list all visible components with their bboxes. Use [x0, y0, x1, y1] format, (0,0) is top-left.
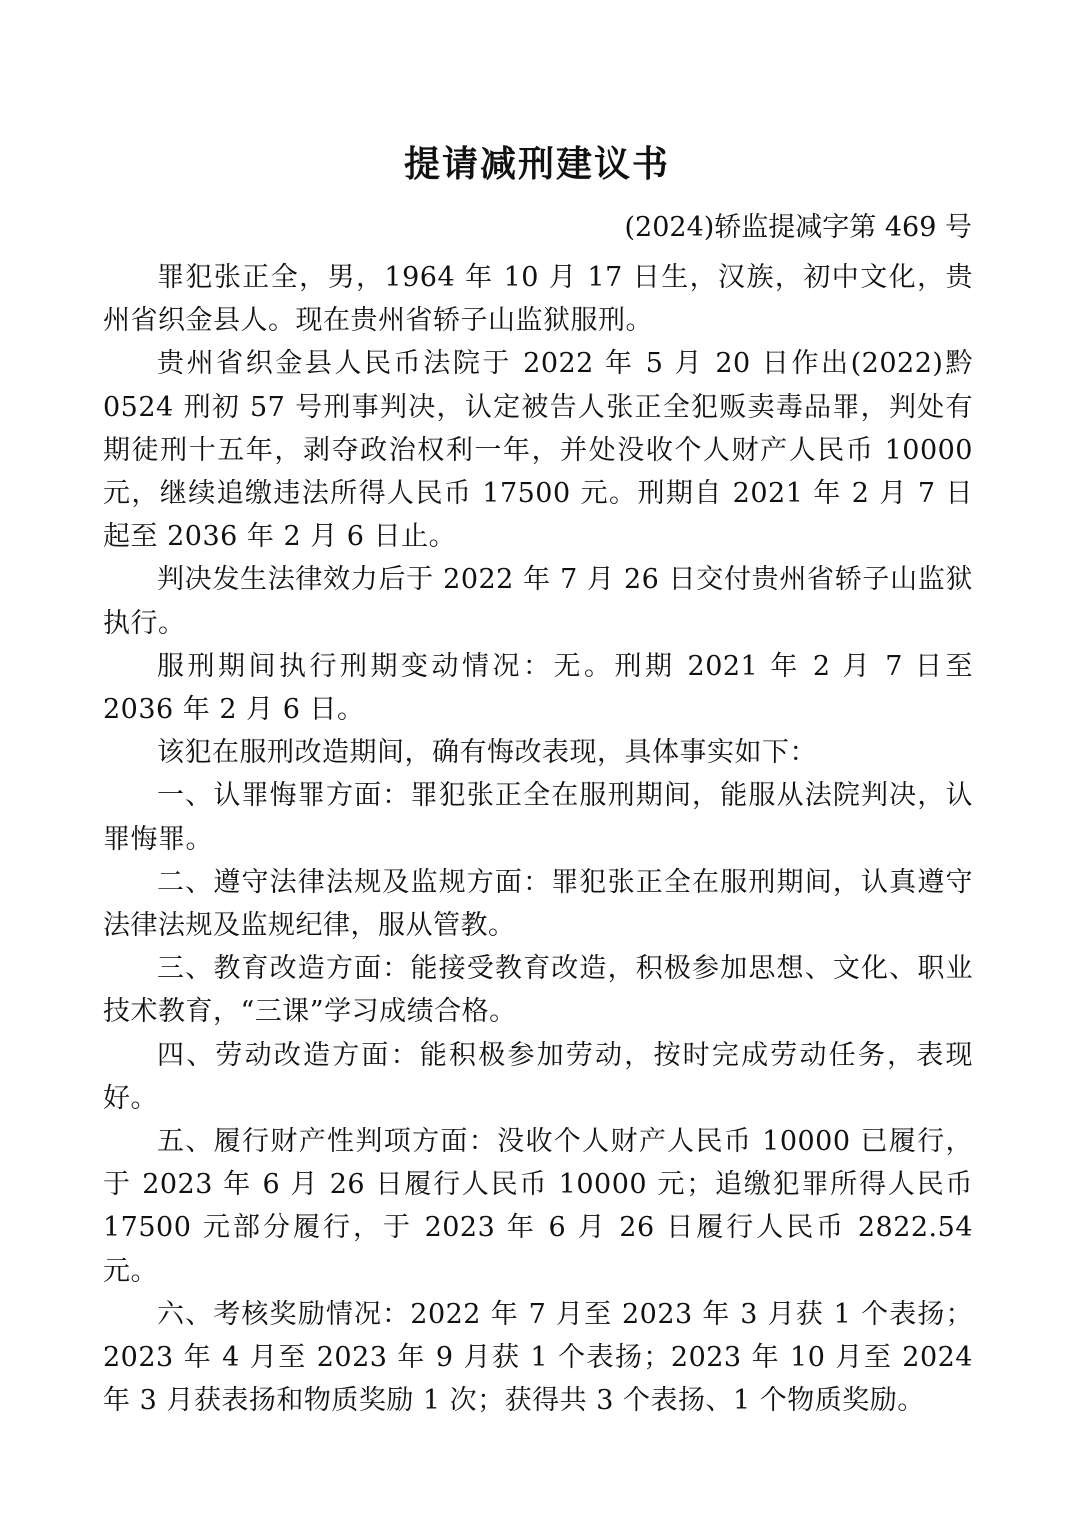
paragraph-education: 三、教育改造方面：能接受教育改造，积极参加思想、文化、职业技术教育，“三课”学习成绩合格。 — [103, 953, 973, 1028]
paragraph-facts-intro: 该犯在服刑改造期间，确有悔改表现，具体事实如下： — [157, 737, 817, 769]
paragraph-execution: 判决发生法律效力后于 2022 年 7 月 26 日交付贵州省轿子山监狱执行。 — [103, 564, 973, 639]
paragraph-sentence-changes: 服刑期间执行刑期变动情况：无。刑期 2021 年 2 月 7 日至 2036 年 2 月 6 日。 — [103, 650, 973, 726]
document-title: 提请减刑建议书 — [403, 144, 670, 185]
paragraph-property-obligations: 五、履行财产性判项方面：没收个人财产人民币 10000 已履行，于 2023 年 6 月 26 日履行人民币 10000 元；追缴犯罪所得人民币 17500 元部分履行，于 2023 年 6 月 26 日履行人民币 2822.54 元。 — [103, 1126, 973, 1287]
paragraph-personal-info: 罪犯张正全，男，1964 年 10 月 17 日生，汉族，初中文化，贵州省织金县人。现在贵州省轿子山监狱服刑。 — [103, 262, 973, 337]
document-number: (2024)轿监提减字第 469 号 — [624, 212, 972, 243]
paragraph-admission-of-guilt: 一、认罪悔罪方面：罪犯张正全在服刑期间，能服从法院判决，认罪悔罪。 — [103, 780, 973, 855]
paragraph-labor: 四、劳动改造方面：能积极参加劳动，按时完成劳动任务，表现好。 — [103, 1039, 973, 1114]
paragraph-compliance: 二、遵守法律法规及监规方面：罪犯张正全在服刑期间，认真遵守法律法规及监规纪律，服从管教。 — [103, 866, 973, 942]
document-body — [103, 256, 973, 1422]
paragraph-rewards: 六、考核奖励情况：2022 年 7 月至 2023 年 3 月获 1 个表扬；2023 年 4 月至 2023 年 9 月获 1 个表扬；2023 年 10 月至 2024 年 3 月获表扬和物质奖励 1 次；获得共 3 个表扬、1 个物质奖励。 — [103, 1298, 973, 1417]
paragraph-original-judgment: 贵州省织金县人民币法院于 2022 年 5 月 20 日作出(2022)黔 0524 刑初 57 号刑事判决，认定被告人张正全犯贩卖毒品罪，判处有期徒刑十五年，剥夺政治权利一年，并处没收个人财产人民币 10000 元，继续追缴违法所得人民币 17500 元。刑期自 2021 年 2 月 7 日起至 2036 年 2 月 6 日止。 — [103, 348, 973, 553]
